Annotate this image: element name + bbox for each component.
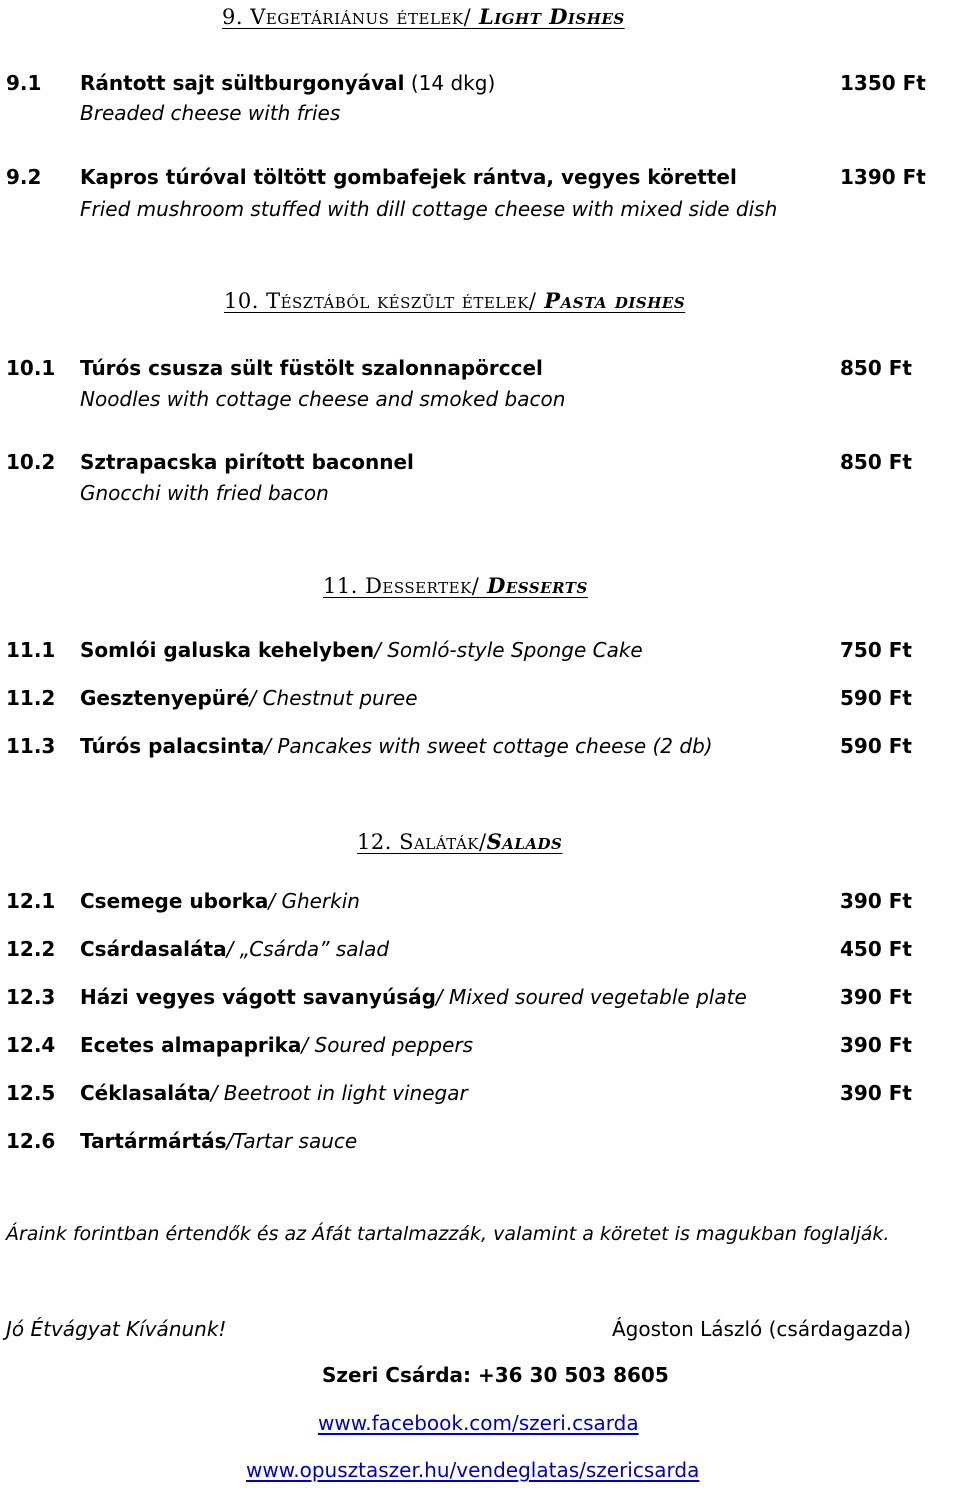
item-name-text: Csárdasaláta	[80, 937, 227, 961]
item-name: Kapros túróval töltött gombafejek rántva, vegyes körettel	[80, 165, 737, 189]
item-quantity: (14 dkg)	[404, 71, 496, 95]
item-name-en: / Mixed soured vegetable plate	[435, 985, 747, 1009]
item-name	[80, 1129, 357, 1153]
item-name: Túrós csusza sült füstölt szalonnapörccel	[80, 356, 543, 380]
item-number: 10.1	[6, 356, 56, 380]
item-name-text: Rántott sajt sültburgonyával	[80, 71, 405, 95]
item-name-en: / „Csárda” salad	[226, 937, 390, 961]
item-name-en: / Gherkin	[268, 889, 360, 913]
heading-en: Desserts	[479, 573, 588, 598]
heading-hu: 10. Tésztából készült ételek/	[224, 289, 537, 313]
greeting: Jó Étvágyat Kívánunk!	[6, 1317, 227, 1341]
heading-en: Light Dishes	[471, 4, 625, 29]
section-heading-pasta	[224, 288, 685, 313]
heading-hu: 9. Vegetáriánus ételek/	[222, 5, 472, 29]
item-price: 450 Ft	[840, 937, 912, 961]
item-name-text: Ecetes almapaprika	[80, 1033, 302, 1057]
item-price: 850 Ft	[840, 356, 912, 380]
item-name-en: /Tartar sauce	[226, 1129, 358, 1153]
item-number: 12.4	[6, 1033, 56, 1057]
item-name	[80, 889, 360, 913]
item-name-text: Céklasaláta	[80, 1081, 211, 1105]
item-name-text: Tartármártás	[80, 1129, 227, 1153]
item-number: 10.2	[6, 450, 56, 474]
item-number: 12.6	[6, 1129, 56, 1153]
item-name	[80, 686, 418, 710]
item-number: 12.2	[6, 937, 56, 961]
section-heading-salads	[357, 829, 562, 854]
price-note: Áraink forintban értendők és az Áfát tartalmazzák, valamint a köretet is magukban foglalják.	[6, 1223, 890, 1245]
item-name-en: / Pancakes with sweet cottage cheese (2 db)	[264, 734, 713, 758]
item-translation: Noodles with cottage cheese and smoked bacon	[80, 387, 566, 411]
item-number: 11.2	[6, 686, 56, 710]
item-price: 590 Ft	[840, 734, 912, 758]
item-name-en: / Soured peppers	[301, 1033, 474, 1057]
section-heading-vegetarian	[222, 4, 625, 29]
item-number: 12.3	[6, 985, 56, 1009]
item-name-en: / Somló-style Sponge Cake	[374, 638, 643, 662]
item-name	[80, 734, 713, 758]
item-name-text: Csemege uborka	[80, 889, 269, 913]
website-link[interactable]: www.opusztaszer.hu/vendeglatas/szericsarda	[246, 1458, 700, 1482]
item-number: 12.5	[6, 1081, 56, 1105]
contact-phone: Szeri Csárda: +36 30 503 8605	[322, 1363, 669, 1387]
item-price: 1390 Ft	[840, 165, 926, 189]
item-name	[80, 638, 643, 662]
item-name-text: Túrós palacsinta	[80, 734, 265, 758]
item-number: 11.3	[6, 734, 56, 758]
item-number: 9.1	[6, 71, 42, 95]
item-name	[80, 937, 389, 961]
item-name	[80, 71, 495, 95]
item-translation: Breaded cheese with fries	[80, 101, 341, 125]
item-price: 390 Ft	[840, 985, 912, 1009]
owner-signature: Ágoston László (csárdagazda)	[612, 1317, 912, 1341]
item-name	[80, 1033, 473, 1057]
item-name	[80, 985, 747, 1009]
item-name-text: Somlói galuska kehelyben	[80, 638, 375, 662]
item-price: 1350 Ft	[840, 71, 926, 95]
item-price: 390 Ft	[840, 889, 912, 913]
item-price: 590 Ft	[840, 686, 912, 710]
item-price: 390 Ft	[840, 1033, 912, 1057]
heading-hu: 12. Saláták/	[357, 830, 487, 854]
item-price: 390 Ft	[840, 1081, 912, 1105]
item-number: 11.1	[6, 638, 56, 662]
item-number: 9.2	[6, 165, 42, 189]
item-price: 850 Ft	[840, 450, 912, 474]
heading-en: Salads	[486, 829, 563, 854]
item-name-text: Gesztenyepüré	[80, 686, 250, 710]
item-name-en: / Chestnut puree	[249, 686, 418, 710]
section-heading-desserts	[323, 573, 588, 598]
heading-en: Pasta dishes	[536, 288, 686, 313]
heading-hu: 11. Dessertek/	[323, 574, 480, 598]
item-translation: Fried mushroom stuffed with dill cottage cheese with mixed side dish	[80, 197, 778, 221]
item-price: 750 Ft	[840, 638, 912, 662]
item-name: Sztrapacska pirított baconnel	[80, 450, 414, 474]
item-name-text: Házi vegyes vágott savanyúság	[80, 985, 436, 1009]
item-name	[80, 1081, 468, 1105]
item-name-en: / Beetroot in light vinegar	[210, 1081, 468, 1105]
item-translation: Gnocchi with fried bacon	[80, 481, 329, 505]
facebook-link[interactable]: www.facebook.com/szeri.csarda	[318, 1411, 639, 1435]
item-number: 12.1	[6, 889, 56, 913]
